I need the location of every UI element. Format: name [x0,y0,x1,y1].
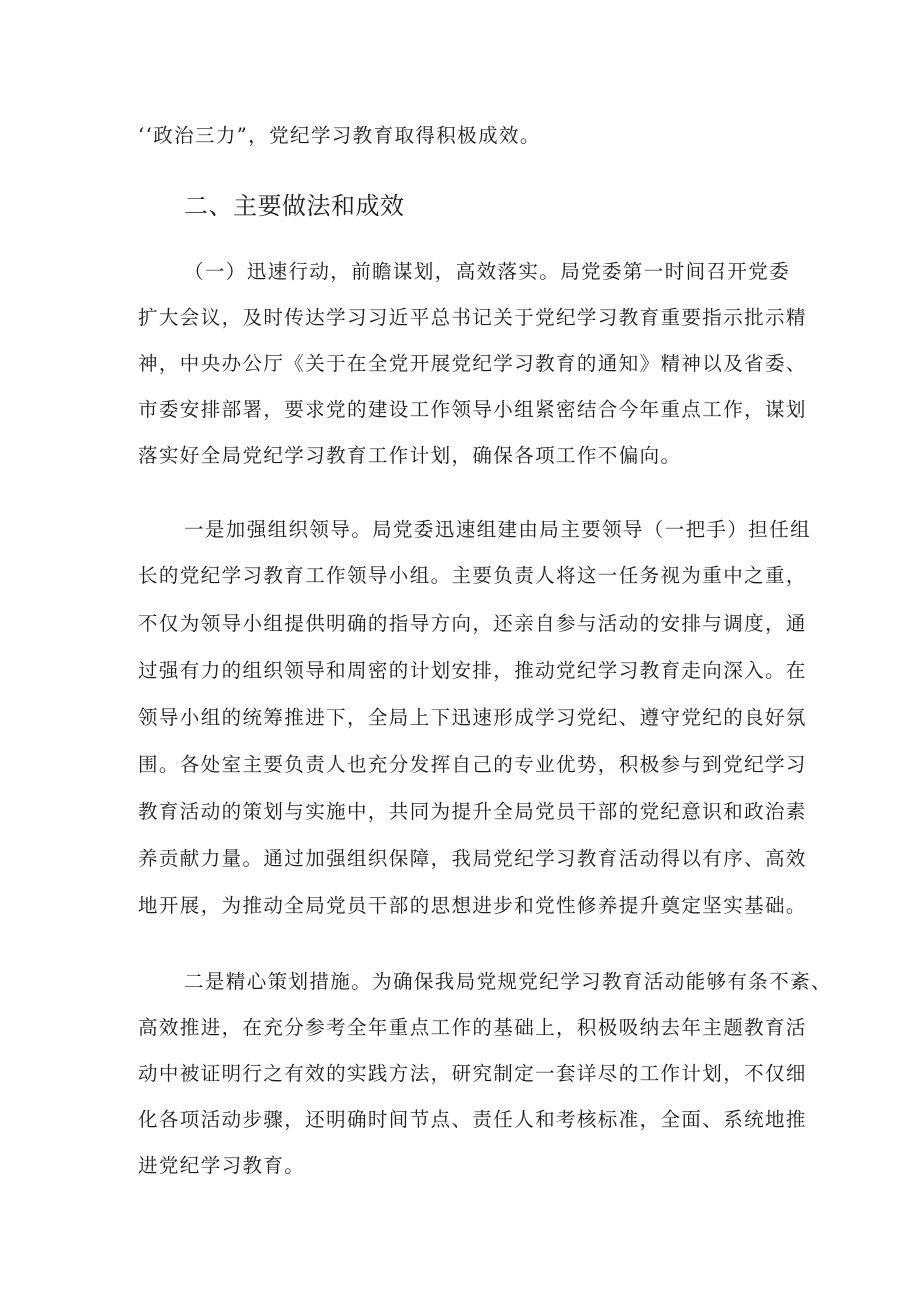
paragraph-line: 落实好全局党纪学习教育工作计划，确保各项工作不偏向。 [138,444,682,467]
section-heading: 二、主要做法和成效 [184,192,405,220]
paragraph-line: 过强有力的组织领导和周密的计划安排，推动党纪学习教育走向深入。在 [138,659,807,682]
paragraph-line: 地开展，为推动全局党员干部的思想进步和党性修养提升奠定坚实基础。 [138,894,807,917]
paragraph-line: 市委安排部署，要求党的建设工作领导小组紧密结合今年重点工作，谋划 [138,398,807,421]
paragraph-line: 高效推进，在充分参考全年重点工作的基础上，积极吸纳去年主题教育活 [138,1016,807,1039]
paragraph-line: 动中被证明行之有效的实践方法，研究制定一套详尽的工作计划，不仅细 [138,1062,807,1085]
paragraph-line: 一是加强组织领导。局党委迅速组建由局主要领导（一把手）担任组 [184,518,812,541]
paragraph-line: 不仅为领导小组提供明确的指导方向，还亲自参与活动的安排与调度，通 [138,612,807,635]
paragraph-line: 教育活动的策划与实施中，共同为提升全局党员干部的党纪意识和政治素 [138,800,807,823]
paragraph-line: 扩大会议，及时传达学习习近平总书记关于党纪学习教育重要指示批示精 [138,306,807,329]
paragraph-line: 神，中央办公厅《关于在全党开展党纪学习教育的通知》精神以及省委、 [138,352,807,375]
paragraph-line: 领导小组的统筹推进下，全局上下迅速形成学习党纪、遵守党纪的良好氛 [138,706,807,729]
paragraph-line: 二是精心策划措施。为确保我局党规党纪学习教育活动能够有条不紊、 [184,970,832,993]
paragraph-line: 进党纪学习教育。 [138,1154,306,1177]
intro-line: ‘‘政治三力”，党纪学习教育取得积极成效。 [138,124,541,147]
paragraph-line: 养贡献力量。通过加强组织保障，我局党纪学习教育活动得以有序、高效 [138,847,807,870]
paragraph-line: 化各项活动步骤，还明确时间节点、责任人和考核标准，全面、系统地推 [138,1108,807,1131]
paragraph-line: 围。各处室主要负责人也充分发挥自己的专业优势，积极参与到党纪学习 [138,753,807,776]
paragraph-line: 长的党纪学习教育工作领导小组。主要负责人将这一任务视为重中之重， [138,564,807,587]
paragraph-line: （一）迅速行动，前瞻谋划，高效落实。局党委第一时间召开党委 [184,260,791,283]
